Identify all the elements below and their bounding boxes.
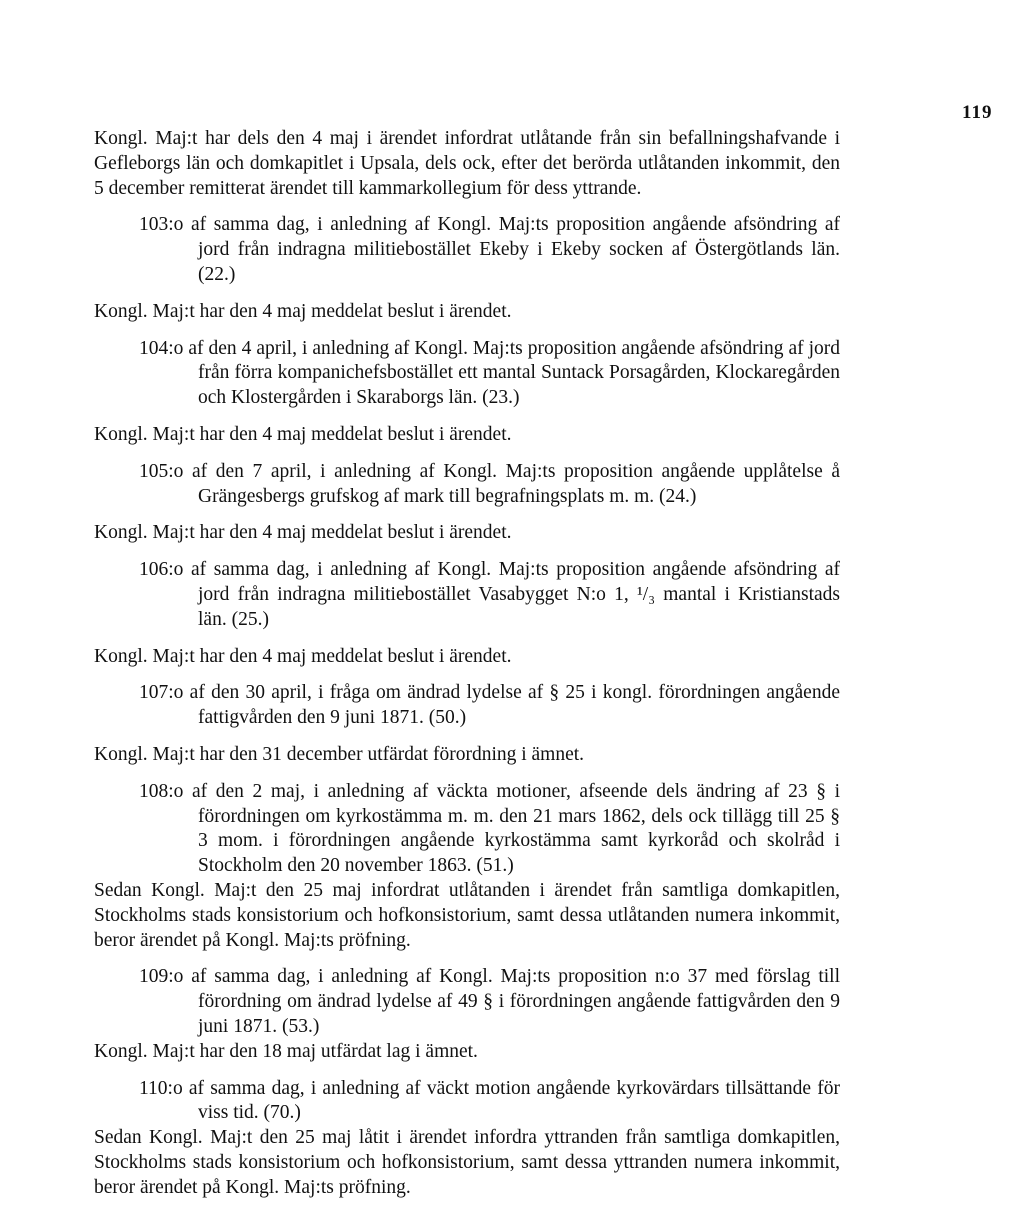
decision-note: Kongl. Maj:t har den 31 december utfärdat förordning i ämnet. — [94, 743, 585, 765]
numbered-entry — [94, 965, 840, 1039]
entry-number: 107:o — [139, 682, 184, 704]
numbered-entry — [94, 213, 840, 287]
entry-text: af den 4 april, i anledning af Kongl. Maj:ts proposition angående afsöndring af jord från förra kompanichefsbostället ett mantal Suntack Porsagården, Klockaregården och Klostergården i Skaraborgs län. (23.) — [188, 337, 841, 409]
decision-note: Kongl. Maj:t har den 18 maj utfärdat lag i ämnet. — [94, 1040, 478, 1062]
entry-number: 109:o — [139, 966, 184, 988]
entry-text: af samma dag, i anledning af Kongl. Maj:ts proposition n:o 37 med förslag till förordning om ändrad lydelse af 49 § i förordningen angående fattigvården den 9 juni 1871. (53.) — [191, 966, 840, 1037]
decision-note: Kongl. Maj:t har den 4 maj meddelat beslut i ärendet. — [94, 645, 512, 667]
entry-text: af samma dag, i anledning af väckt motion angående kyrkovärdars tillsättande för viss tid. (70.) — [188, 1077, 841, 1124]
numbered-entry — [94, 558, 840, 632]
numbered-entry — [94, 337, 840, 411]
decision-note: Kongl. Maj:t har den 4 maj meddelat beslut i ärendet. — [94, 300, 512, 322]
numbered-entry — [94, 780, 840, 879]
page-number: 119 — [962, 102, 993, 123]
paragraph: Kongl. Maj:t har dels den 4 maj i ärendet infordrat utlåtande från sin befallningshafvande i Gefleborgs län och domkapitlet i Upsala, dels ock, efter det berörda utlåtanden inkommit, den 5 december remitterat ärendet till kammarkollegium för dess yttrande. — [94, 128, 840, 199]
entry-text: af samma dag, i anledning af Kongl. Maj:ts proposition angående afsöndring af jord från indragna militiebostället Vasabygget N:o 1, ¹/₃ mantal i Kristianstads län. (25.) — [191, 559, 841, 630]
entry-text: af den 30 april, i fråga om ändrad lydelse af § 25 i kongl. förordningen angående fattigvården den 9 juni 1871. (50.) — [189, 682, 840, 729]
entry-text: af den 2 maj, i anledning af väckta motioner, afseende dels ändring af 23 § i förordningen om kyrkostämma m. m. den 21 mars 1862, dels ock tillägg till 25 § 3 mom. i förordningen angående kyrkostämma samt kyrkoråd och skolråd i Stockholm den 20 november 1863. (51.) — [192, 780, 841, 877]
entry-number: 106:o — [139, 559, 184, 581]
decision-note: Kongl. Maj:t har den 4 maj meddelat beslut i ärendet. — [94, 522, 512, 544]
text-body — [94, 127, 840, 1200]
decision-note: Sedan Kongl. Maj:t den 25 maj infordrat utlåtanden i ärendet från samtliga domkapitlen, Stockholms stads konsistorium och hofkonsistorium, samt dessa utlåtanden numera inkommit, beror ärendet på Kongl. Maj:ts pröfning. — [94, 879, 840, 951]
entry-text: af samma dag, i anledning af Kongl. Maj:ts proposition angående afsöndring af jord från indragna militiebostället Ekeby i Ekeby socken af Östergötlands län. (22.) — [191, 214, 841, 285]
entry-number: 105:o — [139, 460, 184, 482]
numbered-entry — [94, 1077, 840, 1127]
entry-number: 103:o — [139, 214, 184, 236]
decision-note: Kongl. Maj:t har den 4 maj meddelat beslut i ärendet. — [94, 423, 512, 445]
entry-number: 110:o — [139, 1077, 183, 1099]
entry-number: 104:o — [139, 337, 184, 359]
paragraph: Sedan Kongl. Maj:t den 25 maj låtit i ärendet infordra yttranden från samtliga domkapitlen, Stockholms stads konsistorium och hofkonsistorium, samt dessa yttranden numera inkommit, beror ärendet på Kongl. Maj:ts pröfning. — [94, 1127, 840, 1198]
numbered-entry — [94, 681, 840, 731]
entry-text: af den 7 april, i anledning af Kongl. Maj:ts proposition angående upplåtelse å Grängesbergs grufskog af mark till begrafningsplats m. m. (24.) — [192, 460, 840, 507]
entry-number: 108:o — [139, 780, 184, 802]
numbered-entry — [94, 460, 840, 510]
